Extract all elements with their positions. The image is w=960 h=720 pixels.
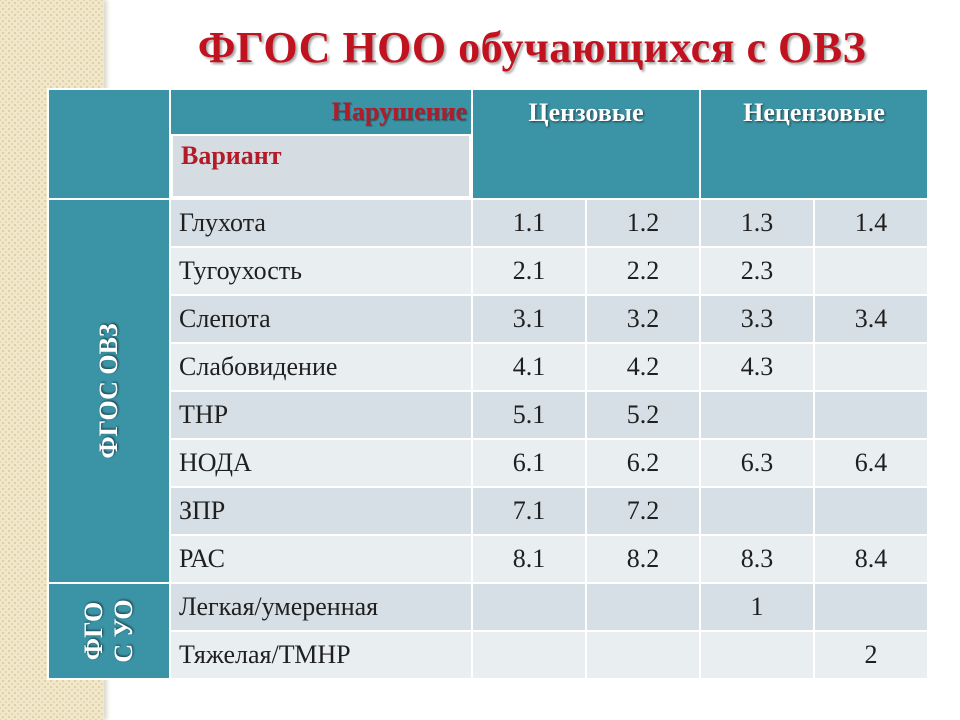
table-row xyxy=(48,391,928,439)
census-header: Цензовые xyxy=(472,89,700,199)
variant-label: Вариант xyxy=(171,134,471,198)
variant-cell: 6.1 xyxy=(472,439,586,487)
variant-cell xyxy=(472,631,586,679)
row-name: НОДА xyxy=(170,439,472,487)
variant-cell: 3.4 xyxy=(814,295,928,343)
row-name: Глухота xyxy=(170,199,472,247)
row-name: Слепота xyxy=(170,295,472,343)
variant-cell xyxy=(700,631,814,679)
variant-cell xyxy=(472,583,586,631)
variant-cell: 8.4 xyxy=(814,535,928,583)
variant-cell: 5.2 xyxy=(586,391,700,439)
table-row xyxy=(48,583,928,631)
group-label-line: ФГО xyxy=(79,601,108,661)
variant-cell: 2.3 xyxy=(700,247,814,295)
row-name: ТНР xyxy=(170,391,472,439)
variant-cell xyxy=(814,247,928,295)
table-row xyxy=(48,295,928,343)
group-label-line: С УО xyxy=(109,599,138,663)
variant-cell: 1.2 xyxy=(586,199,700,247)
violation-variant-header xyxy=(170,89,472,199)
variant-cell: 2 xyxy=(814,631,928,679)
table-row xyxy=(48,439,928,487)
row-name: ЗПР xyxy=(170,487,472,535)
variant-cell: 8.3 xyxy=(700,535,814,583)
variant-cell: 3.3 xyxy=(700,295,814,343)
variant-cell: 3.1 xyxy=(472,295,586,343)
variant-cell: 4.3 xyxy=(700,343,814,391)
variant-cell xyxy=(586,631,700,679)
row-name: Тяжелая/ТМНР xyxy=(170,631,472,679)
variant-cell: 1.3 xyxy=(700,199,814,247)
violation-label: Нарушение xyxy=(171,90,471,134)
variant-cell: 3.2 xyxy=(586,295,700,343)
variant-cell: 7.1 xyxy=(472,487,586,535)
corner-cell xyxy=(48,89,170,199)
variant-cell: 2.2 xyxy=(586,247,700,295)
variant-cell: 5.1 xyxy=(472,391,586,439)
variant-cell: 6.3 xyxy=(700,439,814,487)
variant-cell xyxy=(814,583,928,631)
row-name: Легкая/умеренная xyxy=(170,583,472,631)
table-row xyxy=(48,487,928,535)
variant-cell: 2.1 xyxy=(472,247,586,295)
fgos-variants-table xyxy=(47,88,929,680)
non-census-header: Нецензовые xyxy=(700,89,928,199)
row-name: Слабовидение xyxy=(170,343,472,391)
variant-cell: 1.1 xyxy=(472,199,586,247)
table-row xyxy=(48,343,928,391)
variant-cell: 1.4 xyxy=(814,199,928,247)
variant-cell: 6.4 xyxy=(814,439,928,487)
row-name: РАС xyxy=(170,535,472,583)
group-label-fgos-ovz: ФГОС ОВЗ xyxy=(48,199,170,583)
group-label-fgos-uo xyxy=(48,583,170,679)
table-row xyxy=(48,535,928,583)
variant-cell: 6.2 xyxy=(586,439,700,487)
variant-cell xyxy=(814,487,928,535)
table-row xyxy=(48,631,928,679)
variant-cell: 4.2 xyxy=(586,343,700,391)
variant-cell: 4.1 xyxy=(472,343,586,391)
variant-cell: 1 xyxy=(700,583,814,631)
variant-cell xyxy=(700,391,814,439)
table-row xyxy=(48,247,928,295)
slide-title: ФГОС НОО обучающихся с ОВЗ xyxy=(197,23,867,72)
variant-cell xyxy=(814,343,928,391)
variant-cell: 7.2 xyxy=(586,487,700,535)
row-name: Тугоухость xyxy=(170,247,472,295)
variant-cell xyxy=(700,487,814,535)
variant-cell: 8.1 xyxy=(472,535,586,583)
variant-cell xyxy=(814,391,928,439)
header-row xyxy=(48,89,928,199)
variant-cell: 8.2 xyxy=(586,535,700,583)
table-row xyxy=(48,199,928,247)
variant-cell xyxy=(586,583,700,631)
